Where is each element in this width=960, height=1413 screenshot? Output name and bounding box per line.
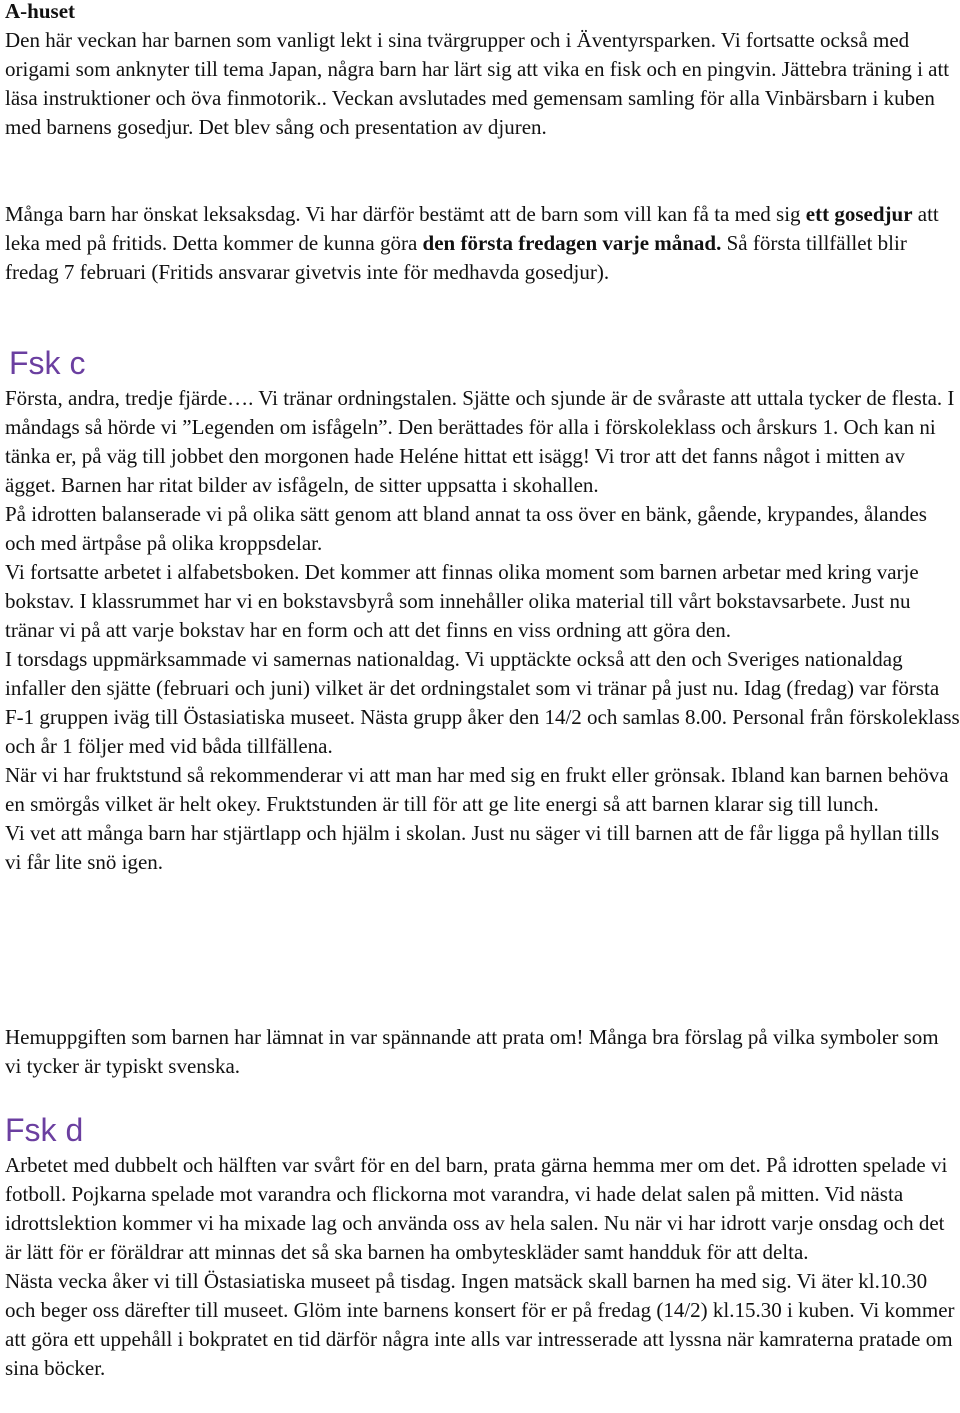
bold-span: ett gosedjur [805,202,913,226]
fsk-d-body [5,1151,960,1383]
section-heading-fsk-c: Fsk c [9,345,86,381]
fsk-c-paragraph: På idrotten balanserade vi på olika sätt genom att bland annat ta oss över en bänk, gående, krypandes, ålandes och med ärtpåse på olika kroppsdelar. [5,502,927,555]
fsk-c-paragraph: Vi vet att många barn har stjärtlapp och hjälm i skolan. Just nu säger vi till barnen att de får ligga på hyllan tills vi får lite snö igen. [5,821,940,874]
text-span: att leka med på fritids. Detta kommer de kunna göra [5,202,939,255]
fsk-c-paragraph: När vi har fruktstund så rekommenderar vi att man har med sig en frukt eller grönsak. Ibland kan barnen behöva en smörgås vilket är helt okey. Fruktstunden är till för att ge lite energi så att barnen klarar sig till lunch. [5,763,949,816]
a-huset-paragraph-2 [5,200,960,287]
fsk-d-paragraph: Nästa vecka åker vi till Östasiatiska museet på tisdag. Ingen matsäck skall barnen ha med sig. Vi äter kl.10.30 och beger oss därefter till museet. Glöm inte barnens konsert för er på fredag (14/2) kl.15.30 i kuben. Vi kommer att göra ett uppehåll i bokpratet en tid därför några inte alls var intresserade att lyssna när kamraterna pratade om sina böcker. [5,1269,955,1380]
fsk-c-paragraph: I torsdags uppmärksammade vi samernas nationaldag. Vi upptäckte också att den och Sveriges nationaldag infaller den sjätte (februari och juni) vilket är det ordningstalet som vi tränar på just nu. Idag (fredag) var första F-1 gruppen iväg till Östasiatiska museet. Nästa grupp åker den 14/2 och samlas 8.00. Personal från förskoleklass och år 1 följer med vid båda tillfällena. [5,647,960,758]
a-huset-paragraph-1: Den här veckan har barnen som vanligt lekt i sina tvärgrupper och i Äventyrsparken. Vi fortsatte också med origami som anknyter till tema Japan, några barn har lärt sig att vika en fisk och en pingvin. Jättebra träning i att läsa instruktioner och öva finmotorik.. Veckan avslutades med gemensam samling för alla Vinbärsbarn i kuben med barnens gosedjur. Det blev sång och presentation av djuren. [5,28,950,139]
fsk-c-paragraph: Första, andra, tredje fjärde…. Vi tränar ordningstalen. Sjätte och sjunde är de svåraste att uttala tycker de flesta. I måndags så hörde vi ”Legenden om isfågeln”. Den berättades för alla i förskoleklass och årskurs 1. Och kan ni tänka er, på väg till jobbet den morgonen hade Heléne hittat ett isägg! Vi tror att det fanns något i mitten av ägget. Barnen har ritat bilder av isfågeln, de sitter uppsatta i skohallen. [5,386,955,497]
section-heading-a-huset: A-huset [5,0,76,23]
section-heading-fsk-d: Fsk d [5,1112,84,1148]
bold-span: den första fredagen varje månad. [422,231,722,255]
fsk-d-paragraph: Arbetet med dubbelt och hälften var svårt för en del barn, prata gärna hemma mer om det. På idrotten spelade vi fotboll. Pojkarna spelade mot varandra och flickorna mot varandra, vi hade delat salen på mitten. Vid nästa idrottslektion kommer vi ha mixade lag och använda oss av hela salen. Nu när vi har idrott varje onsdag och det är lätt för er föräldrar att minnas det så ska barnen ha ombyteskläder samt handduk för att delta. [5,1153,948,1264]
text-span: Många barn har önskat leksaksdag. Vi har därför bestämt att de barn som vill kan få ta med sig [5,202,806,226]
text-span: Så första tillfället blir fredag 7 februari (Fritids ansvarar givetvis inte för medhavda gosedjur). [5,231,907,284]
fsk-c-paragraph: Vi fortsatte arbetet i alfabetsboken. Det kommer att finnas olika moment som barnen arbetar med kring varje bokstav. I klassrummet har vi en bokstavsbyrå som innehåller olika material till vårt bokstavsarbete. Just nu tränar vi på att varje bokstav har en form och att det finns en viss ordning att göra den. [5,560,919,642]
fsk-c-homework: Hemuppgiften som barnen har lämnat in var spännande att prata om! Många bra förslag på vilka symboler som vi tycker är typiskt svenska. [5,1025,939,1078]
fsk-c-body [5,384,960,877]
